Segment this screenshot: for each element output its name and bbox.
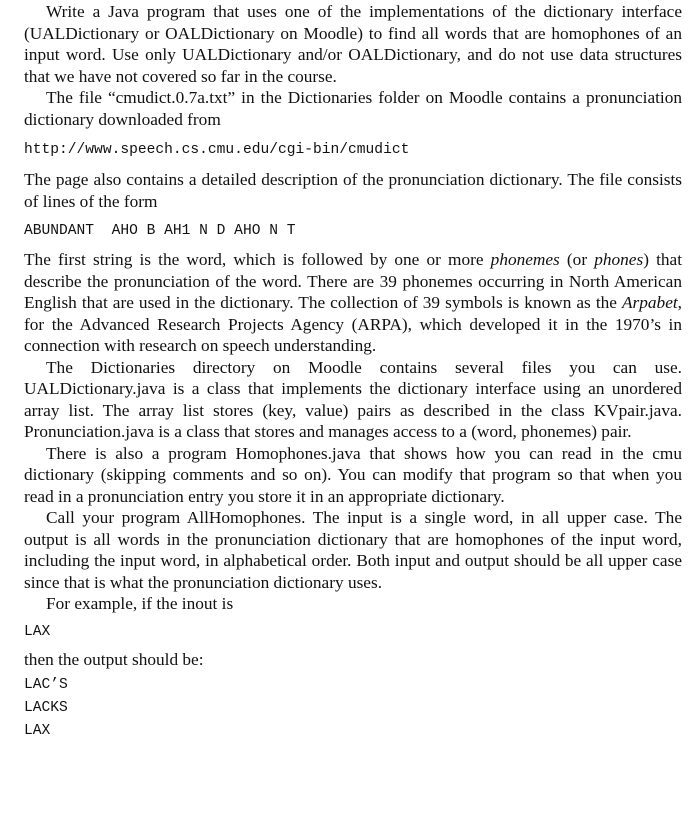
paragraph-allhomophones: Call your program AllHomophones. The input is a single word, in all upper case. The output is all words in the pronunciation dictionary that are homophones of the input word, including the input word, in alphabetical order. Both input and output should be all upper case since that is what the pronunciation dictionary uses.	[24, 508, 682, 592]
document-body	[24, 0, 682, 743]
output-line: LAC’S	[24, 677, 68, 693]
phonemes-text-c: ) that describe the pronunciation of the word. There are 39 phonemes occurring in North American English that are used in the dictionary. The collection of 39 symbols is known as the	[24, 250, 682, 312]
output-line: LAX	[24, 723, 51, 739]
paragraph-page-description: The page also contains a detailed description of the pronunciation dictionary. The file consists of lines of the form	[24, 170, 682, 211]
paragraph-dictionaries-directory: The Dictionaries directory on Moodle contains several files you can use. UALDictionary.java is a class that implements the dictionary interface using an unordered array list. The array list stores (key, value) pairs as described in the class KVpair.java. Pronunciation.java is a class that stores and manages access to a (word, phonemes) pair.	[24, 357, 682, 441]
example-output-list	[24, 674, 682, 743]
output-line: LACKS	[24, 700, 68, 716]
paragraph-phonemes	[24, 249, 682, 357]
paragraph-output-intro: then the output should be:	[24, 649, 204, 669]
paragraph-homophones-program: There is also a program Homophones.java that shows how you can read in the cmu dictionary (skipping comments and so on). You can modify that program so that when you read in a pronunciation entry you store it in an appropriate dictionary.	[24, 443, 682, 506]
phonemes-text-d: , for the Advanced Research Projects Agency (ARPA), which developed it in the 1970’s in connection with research on speech understanding.	[24, 293, 682, 355]
arpabet-term: Arpabet	[621, 293, 678, 312]
paragraph-example-intro: For example, if the inout is	[46, 594, 234, 613]
phonemes-text-a: The first string is the word, which is followed by one or more	[24, 250, 491, 269]
paragraph-file-description: The file “cmudict.0.7a.txt” in the Dictionaries folder on Moodle contains a pronunciation dictionary downloaded from	[24, 88, 682, 129]
phonemes-term: phonemes	[490, 250, 560, 269]
phones-term: phones	[594, 250, 644, 269]
cmudict-url: http://www.speech.cs.cmu.edu/cgi-bin/cmudict	[24, 142, 410, 158]
example-input-word: LAX	[24, 623, 51, 640]
phonemes-text-b: (or	[559, 250, 595, 269]
paragraph-task: Write a Java program that uses one of the implementations of the dictionary interface (UALDictionary or OALDictionary on Moodle) to find all words that are homophones of an input word. Use only UALDictionary and/or OALDictionary, and do not use data structures that we have not covered so far in the course.	[24, 2, 682, 86]
example-dictionary-line: ABUNDANT AHO B AH1 N D AHO N T	[24, 223, 296, 239]
